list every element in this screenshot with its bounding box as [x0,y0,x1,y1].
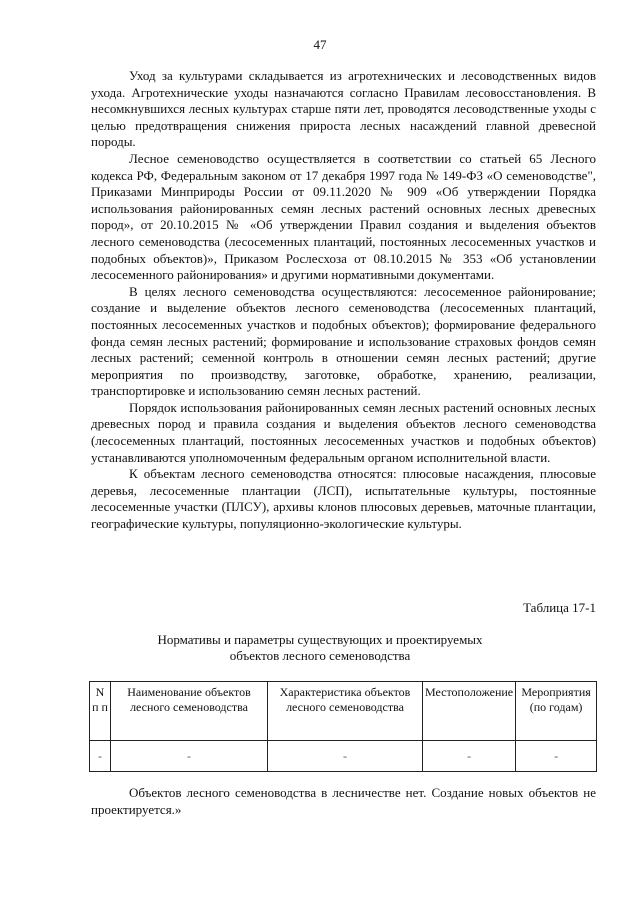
header-characteristics: Характеристика объектов лесного семеноводства [268,682,423,741]
table-cell: - [423,741,516,772]
header-activities: Мероприятия (по годам) [516,682,597,741]
table-cell: - [90,741,111,772]
table-label: Таблица 17-1 [523,600,596,615]
paragraph-closing: Объектов лесного семеноводства в лесничестве нет. Создание новых объектов не проектируется.» [91,785,596,817]
header-object-name: Наименование объектов лесного семеноводства [111,682,268,741]
header-location: Местоположение [423,682,516,741]
table-title-line: объектов лесного семеноводства [229,648,411,663]
body-text [91,68,596,533]
paragraph-seed-production-goals: В целях лесного семеноводства осуществляются: лесосеменное районирование; создание и выделение объектов лесного семеноводства (лесосеменных плантаций, постоянных лесосеменных участков и подобных объектов); формирование федерального фонда семян лесных растений; формирование и использование страховых фондов семян лесных растений; семенной контроль в отношении семян лесных растений; другие мероприятия по производству, заготовке, обработке, хранению, реализации, транспортировке и использованию семян лесных растений. [91,283,596,399]
paragraph-crop-care: Уход за культурами складывается из агротехнических и лесоводственных видов ухода. Агротехнические уходы назначаются согласно Правилам лесовосстановления. В несомкнувшихся лесных культурах старше пяти лет, проводятся лесоводственные уходы с целью предотвращения снижения прироста лесных насаждений главной древесной породы. [91,68,596,150]
closing-text [91,785,596,818]
table-cell: - [268,741,423,772]
table-cell: - [516,741,597,772]
header-number: N п п [90,682,111,741]
table-cell: - [111,741,268,772]
table-title [0,632,640,664]
seed-objects-table [89,681,597,772]
table-title-line: Нормативы и параметры существующих и проектируемых [157,632,483,647]
table-row [90,741,597,772]
paragraph-seed-usage-order: Порядок использования районированных семян лесных растений основных лесных древесных пород и правила создания и выделения объектов лесного семеноводства (лесосеменных плантаций, постоянных лесосеменных участков и подобных объектов) устанавливаются уполномоченным федеральным органом исполнительной власти. [91,399,596,465]
paragraph-seed-production-law: Лесное семеноводство осуществляется в соответствии со статьей 65 Лесного кодекса РФ, Федеральным законом от 17 декабря 1997 года № 149-ФЗ «О семеноводстве", Приказами Минприроды России от 09.11.2020 № 909 «Об утверждении Порядка использования районированных семян лесных растений основных лесных древесных пород», от 20.10.2015 № «Об утверждении Правил создания и выделения объектов лесного семеноводства (лесосеменных плантаций, постоянных лесосеменных участков и подобных объектов)», Приказом Рослесхоза от 08.10.2015 № 353 «Об установлении лесосеменного районирования» и другими нормативными документами. [91,150,596,283]
table-header-row [90,682,597,741]
page-number: 47 [313,37,327,52]
paragraph-seed-objects: К объектам лесного семеноводства относятся: плюсовые насаждения, плюсовые деревья, лесосеменные плантации (ЛСП), испытательные культуры, постоянные лесосеменные участки (ПЛСУ), архивы клонов плюсовых деревьев, маточные плантации, географические культуры, популяционно-экологические культуры. [91,466,596,532]
